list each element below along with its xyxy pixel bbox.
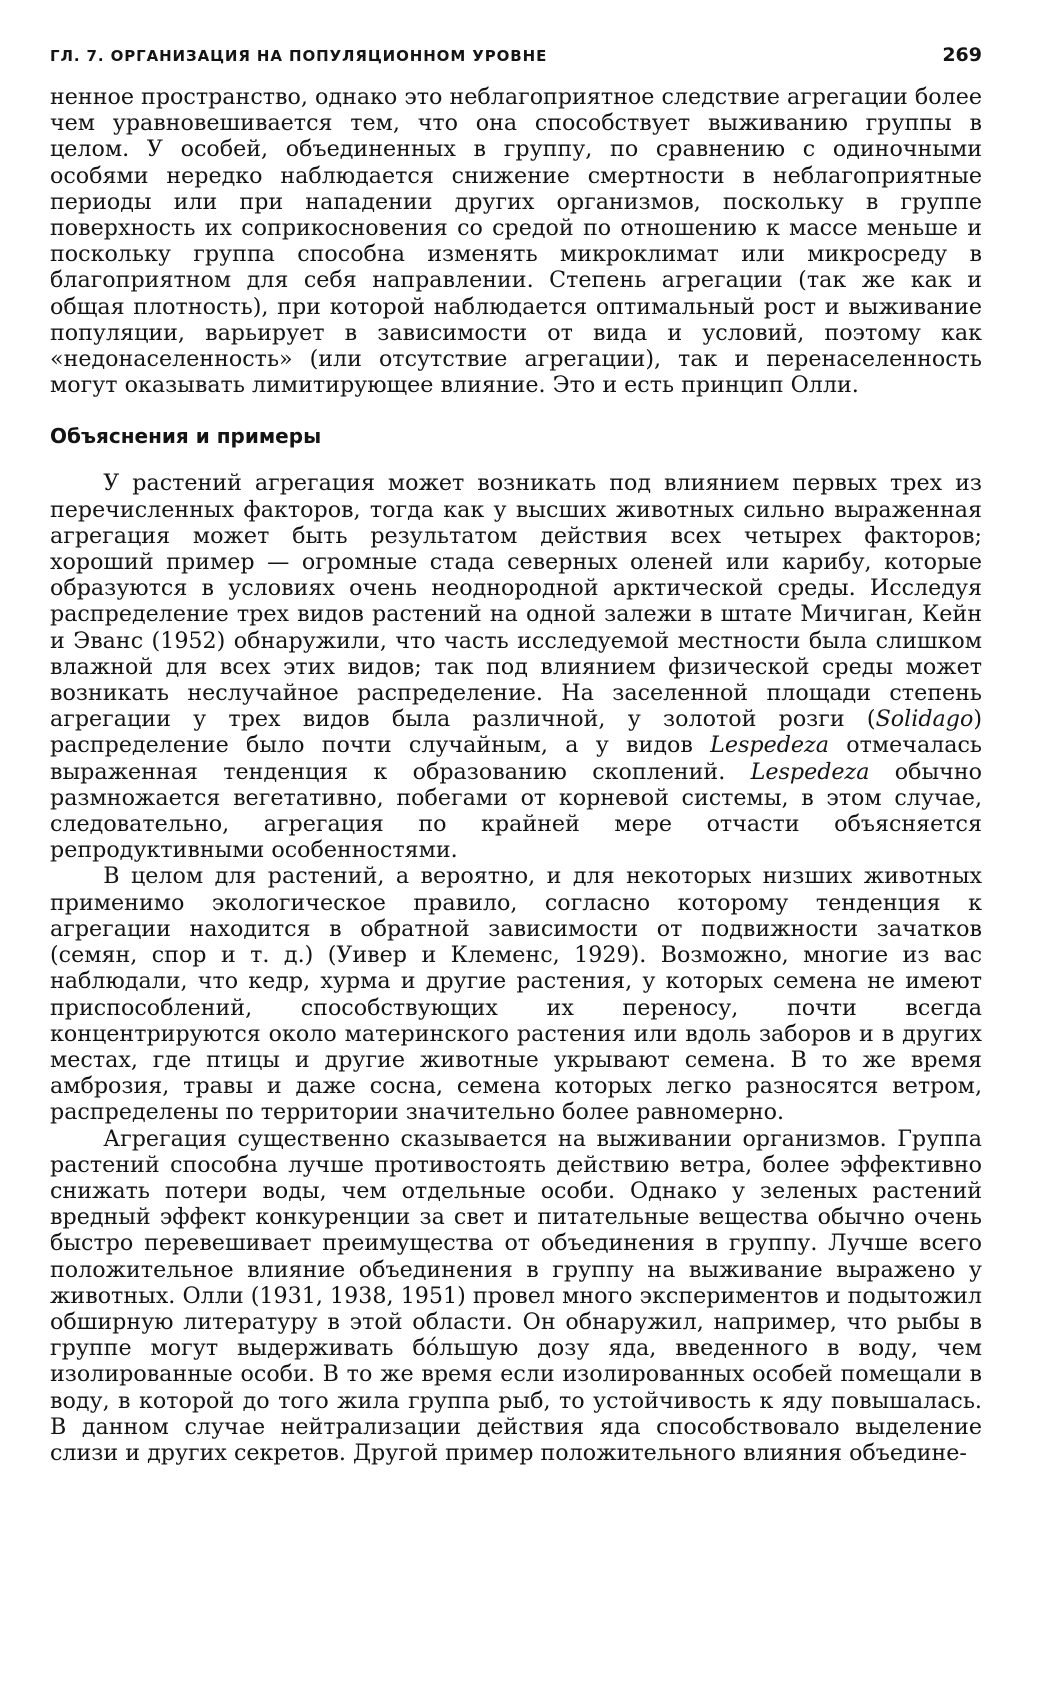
latin-name-lespedeza: Lespedeza: [750, 758, 870, 785]
paragraph-survival-effect: Агрегация существенно сказывается на выживании организмов. Группа растений способна лучше противостоять действию ветра, более эффективно снижать потери воды, чем отдельные особи. Однако у зеленых растений вредный эффект конкуренции за свет и питательные вещества обычно очень быстро перевешивает преимущества от объединения в группу. Лучше всего положительное влияние объединения в группу на выживание выражено у животных. Олли (1931, 1938, 1951) провел много экспериментов и подытожил обширную литературу в этой области. Он обнаружил, например, что рыбы в группе могут выдерживать бо́льшую дозу яда, введенного в воду, чем изолированные особи. В то же время если изолированных особей помещали в воду, в которой до того жила группа рыб, то устойчивость к яду повышалась. В данном случае нейтрализации действия яда способствовало выделение слизи и других секретов. Другой пример положительного влияния объедине-: [50, 1125, 982, 1466]
paragraph-continued: ненное пространство, однако это неблагоприятное следствие агрегации более чем уравновешивается тем, что она способствует выживанию группы в целом. У особей, объединенных в группу, по сравнению с одиночными особями нередко наблюдается снижение смертности в неблагоприятные периоды или при нападении других организмов, поскольку в группе поверхность их соприкосновения со средой по отношению к массе меньше и поскольку группа способна изменять микроклимат или микросреду в благоприятном для себя направлении. Степень агрегации (так же как и общая плотность), при которой наблюдается оптимальный рост и выживание популяции, варьирует в зависимости от вида и условий, поэтому как «недонаселенность» (или отсутствие агрегации), так и перенаселенность могут оказывать лимитирующее влияние. Это и есть принцип Олли.: [50, 84, 982, 399]
running-header: [50, 44, 982, 84]
paragraph-ecological-rule: В целом для растений, а вероятно, и для некоторых низших животных применимо экологическое правило, согласно которому тенденция к агрегации находится в обратной зависимости от подвижности зачатков (семян, спор и т. д.) (Уивер и Клеменс, 1929). Возможно, многие из вас наблюдали, что кедр, хурма и другие растения, у которых семена не имеют приспособлений, способствующих их переносу, почти всегда концентрируются около материнского растения или вдоль заборов и в других местах, где птицы и другие животные укрывают семена. В то же время амброзия, травы и даже сосна, семена которых легко разносятся ветром, распределены по территории значительно более равномерно.: [50, 863, 982, 1126]
page-number: 269: [942, 44, 982, 66]
text-run: обычно размножается вегетативно, побегами от корневой системы, в этом случае, следовательно, агрегация по крайней мере отчасти объясняется репродуктивными особенностями.: [50, 758, 982, 864]
book-page: [50, 44, 982, 1466]
chapter-title: ГЛ. 7. ОРГАНИЗАЦИЯ НА ПОПУЛЯЦИОННОМ УРОВНЕ: [50, 47, 548, 65]
text-run: отмечалась выраженная тенденция к образованию скоплений.: [50, 732, 982, 785]
latin-name-solidago: Solidago: [875, 706, 974, 733]
text-run: У растений агрегация может возникать под влиянием первых трех из перечисленных факторов, тогда как у высших животных сильно выраженная агрегация может быть результатом действия всех четырех факторов; хороший пример — огромные стада северных оленей или карибу, которые образуются в условиях очень неоднородной арктической среды. Исследуя распределение трех видов растений на одной залежи в штате Мичиган, Кейн и Эванс (1952) обнаружили, что часть исследуемой местности была слишком влажной для всех этих видов; так под влиянием физической среды может возникать неслучайное распределение. На заселенной площади степень агрегации у трех видов была различной, у золотой розги (: [50, 470, 982, 733]
latin-name-lespedeza: Lespedeza: [710, 732, 829, 759]
section-heading: Объяснения и примеры: [50, 424, 322, 449]
text-run: ) распределение было почти случайным, а у видов: [50, 706, 982, 759]
paragraph-aggregation-plants: [50, 470, 982, 863]
